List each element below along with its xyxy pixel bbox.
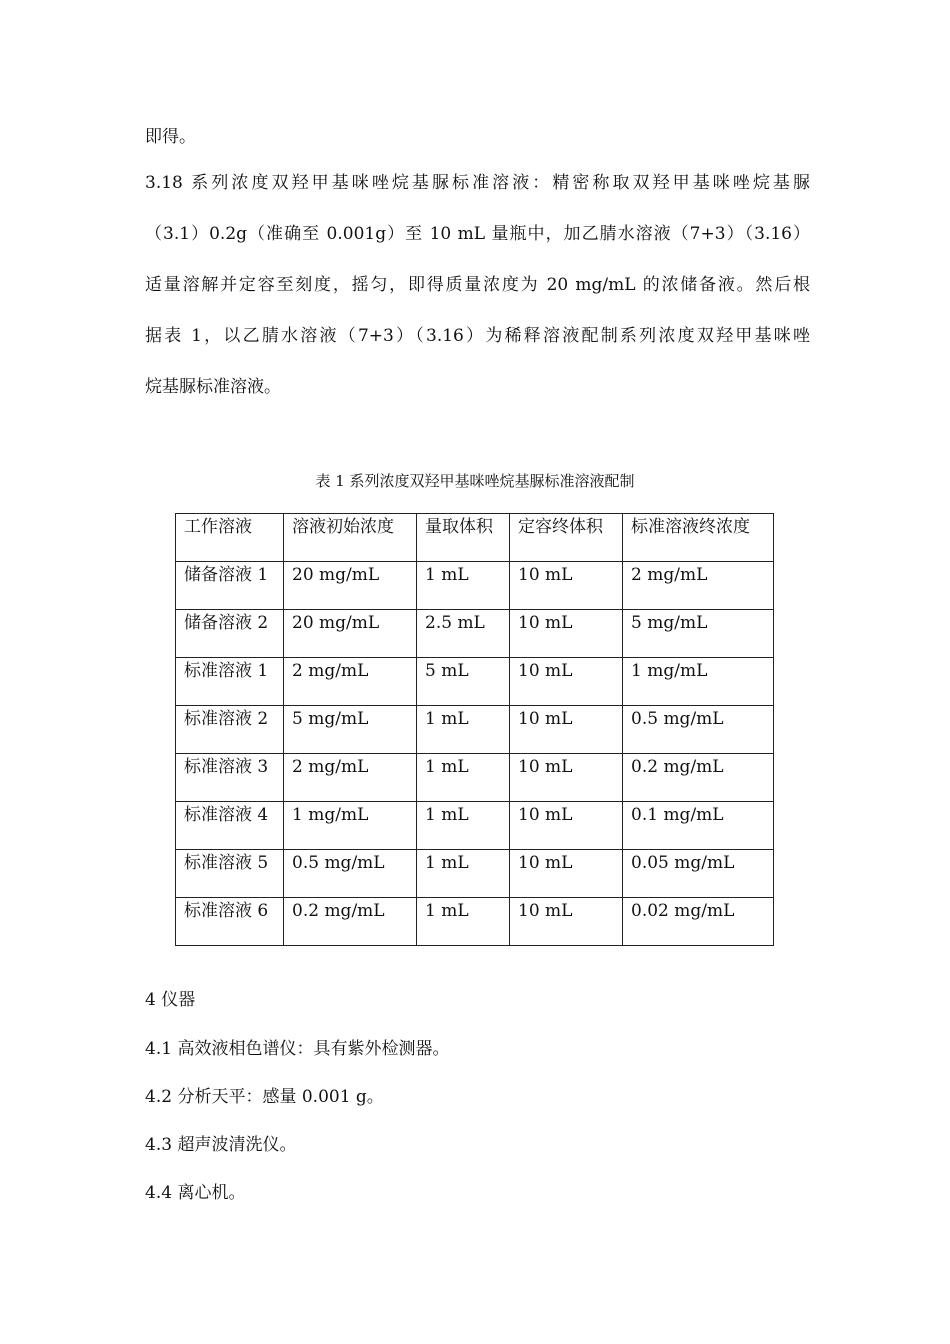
table-cell: 2.5 mL bbox=[417, 610, 510, 658]
table-row bbox=[176, 562, 774, 610]
section-4-item: 4.1 高效液相色谱仪：具有紫外检测器。 bbox=[145, 1039, 450, 1059]
standard-solution-table bbox=[175, 513, 774, 946]
section-4-item: 4.4 离心机。 bbox=[145, 1183, 246, 1203]
table-cell: 0.2 mg/mL bbox=[623, 754, 774, 802]
table-cell: 2 mg/mL bbox=[284, 754, 417, 802]
table-caption: 表 1 系列浓度双羟甲基咪唑烷基脲标准溶液配制 bbox=[315, 472, 635, 490]
section-4-item: 4.2 分析天平：感量 0.001 g。 bbox=[145, 1087, 384, 1107]
table-cell: 5 mL bbox=[417, 658, 510, 706]
table-row bbox=[176, 754, 774, 802]
table-cell: 标准溶液 1 bbox=[176, 658, 284, 706]
table-cell: 10 mL bbox=[510, 898, 623, 946]
header-cell: 工作溶液 bbox=[176, 514, 284, 562]
table-cell: 10 mL bbox=[510, 610, 623, 658]
table-row bbox=[176, 898, 774, 946]
section-4-item: 4.3 超声波清洗仪。 bbox=[145, 1135, 297, 1155]
table-body bbox=[176, 514, 774, 946]
table-row bbox=[176, 706, 774, 754]
table-cell: 5 mg/mL bbox=[623, 610, 774, 658]
text-line: 即得。 bbox=[145, 127, 196, 147]
text-line: 3.18 系列浓度双羟甲基咪唑烷基脲标准溶液：精密称取双羟甲基咪唑烷基脲 bbox=[145, 173, 810, 193]
table-cell: 2 mg/mL bbox=[284, 658, 417, 706]
table-cell: 1 mL bbox=[417, 850, 510, 898]
table-cell: 0.05 mg/mL bbox=[623, 850, 774, 898]
table-cell: 储备溶液 2 bbox=[176, 610, 284, 658]
table-cell: 储备溶液 1 bbox=[176, 562, 284, 610]
table-cell: 0.1 mg/mL bbox=[623, 802, 774, 850]
table-cell: 10 mL bbox=[510, 706, 623, 754]
text-line: 适量溶解并定容至刻度，摇匀，即得质量浓度为 20 mg/mL 的浓储备液。然后根 bbox=[145, 275, 810, 295]
header-cell: 标准溶液终浓度 bbox=[623, 514, 774, 562]
text-line: （3.1）0.2g（准确至 0.001g）至 10 mL 量瓶中，加乙腈水溶液（7+3）（3.16） bbox=[145, 224, 810, 244]
section-3-18-paragraph bbox=[145, 158, 810, 413]
table-row bbox=[176, 802, 774, 850]
text-line: 烷基脲标准溶液。 bbox=[145, 377, 281, 397]
table-cell: 5 mg/mL bbox=[284, 706, 417, 754]
intro-tail-text bbox=[145, 112, 810, 163]
table-cell: 标准溶液 5 bbox=[176, 850, 284, 898]
table-header-row bbox=[176, 514, 774, 562]
table-cell: 10 mL bbox=[510, 562, 623, 610]
table-cell: 1 mL bbox=[417, 802, 510, 850]
table-row bbox=[176, 658, 774, 706]
header-cell: 量取体积 bbox=[417, 514, 510, 562]
table-cell: 标准溶液 6 bbox=[176, 898, 284, 946]
table-row bbox=[176, 850, 774, 898]
table-cell: 10 mL bbox=[510, 754, 623, 802]
table-cell: 1 mL bbox=[417, 706, 510, 754]
table-cell: 标准溶液 2 bbox=[176, 706, 284, 754]
table-cell: 1 mg/mL bbox=[284, 802, 417, 850]
table-cell: 10 mL bbox=[510, 802, 623, 850]
section-4-heading: 4 仪器 bbox=[145, 990, 196, 1010]
table-cell: 标准溶液 4 bbox=[176, 802, 284, 850]
table-cell: 0.5 mg/mL bbox=[284, 850, 417, 898]
table-cell: 标准溶液 3 bbox=[176, 754, 284, 802]
table-cell: 2 mg/mL bbox=[623, 562, 774, 610]
table-cell: 10 mL bbox=[510, 658, 623, 706]
text-line: 据表 1，以乙腈水溶液（7+3）（3.16）为稀释溶液配制系列浓度双羟甲基咪唑 bbox=[145, 326, 810, 346]
table-cell: 0.02 mg/mL bbox=[623, 898, 774, 946]
table-row bbox=[176, 610, 774, 658]
table-cell: 0.2 mg/mL bbox=[284, 898, 417, 946]
table-cell: 10 mL bbox=[510, 850, 623, 898]
header-cell: 定容终体积 bbox=[510, 514, 623, 562]
table-cell: 1 mg/mL bbox=[623, 658, 774, 706]
table-cell: 1 mL bbox=[417, 562, 510, 610]
table-cell: 20 mg/mL bbox=[284, 562, 417, 610]
table-cell: 0.5 mg/mL bbox=[623, 706, 774, 754]
table-cell: 1 mL bbox=[417, 754, 510, 802]
table-cell: 1 mL bbox=[417, 898, 510, 946]
header-cell: 溶液初始浓度 bbox=[284, 514, 417, 562]
table-cell: 20 mg/mL bbox=[284, 610, 417, 658]
